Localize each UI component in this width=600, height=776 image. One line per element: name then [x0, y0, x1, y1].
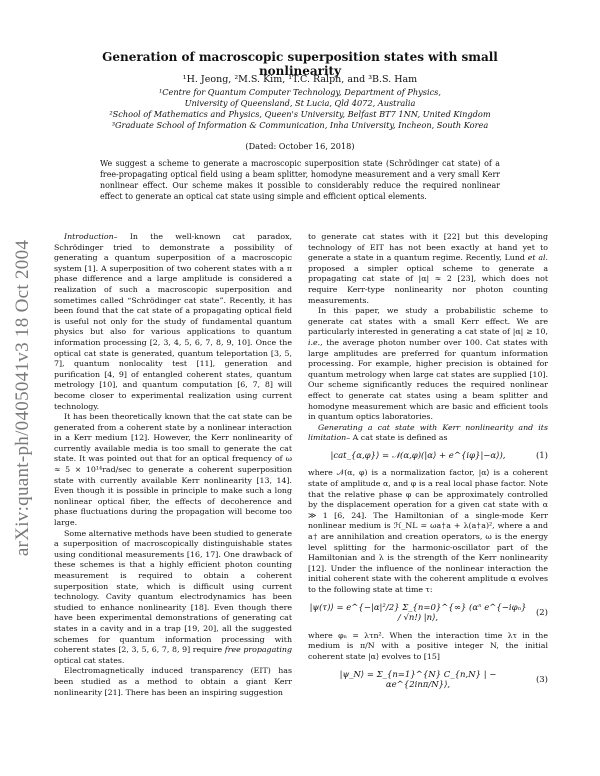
equation-2 [308, 603, 548, 624]
paragraph: Electromagnetically induced transparency (EIT) has been studied as a method to obtain a giant Kerr nonlinearity [21]. There has been an inspiring suggestion [54, 666, 292, 697]
paragraph-text: A cat state is defined as [350, 433, 448, 443]
affiliations [60, 87, 540, 131]
paragraph: where φₙ = λτn². When the interaction time λτ in the medium is π/N with a positive integer N, the initial coherent state |α⟩ evolves to [15] [308, 630, 548, 661]
paragraph: It has been theoretically known that the cat state can be generated from a coherent state by a nonlinear interaction in a Kerr medium [12]. However, the Kerr nonlinearity of currently available media is too small to generate the cat state. It was pointed out that for an optical frequency of ω ≈ 5 × 10¹⁴rad/sec to generate a coherent superposition state with currently available Kerr nonlinearity [13, 14]. Even though it is possible in principle to make such a long nonlinear optical fiber, the effects of decoherence and phase fluctuations during the propagation will become too large. [54, 412, 292, 528]
paragraph [54, 232, 292, 412]
section-lead: Introduction– [64, 232, 118, 241]
section-lead: Generating a cat state with Kerr nonlinearity and its limitation– [308, 422, 548, 443]
paragraph-text: to generate cat states with it [22] but this developing technology of EIT has not been exactly at hand yet to generate a state in a quantum regime. Recently, Lund [308, 232, 548, 263]
equation-expression: |ψ(τ)⟩ = e^{−|α|²/2} Σ_{n=0}^{∞} (αⁿ e^{−iφₙ} / √n!) |n⟩, [309, 602, 527, 624]
affiliation-line: ²School of Mathematics and Physics, Queen's University, Belfast BT7 1NN, United Kingdom [109, 109, 491, 119]
paragraph [308, 423, 548, 444]
equation-expression: |ψ_N⟩ = Σ_{n=1}^{N} C_{n,N} | − αe^{2inπ/N}⟩, [339, 669, 497, 691]
abstract: We suggest a scheme to generate a macroscopic superposition state (Schrödinger cat state) of a free-propagating optical field using a beam splitter, homodyne measurement and a very small Kerr nonlinear effect. Our scheme makes it possible to considerably reduce the required nonlinear effect to generate an optical cat state using simple and efficient optical elements. [100, 159, 500, 201]
paragraph [308, 306, 548, 423]
equation-number: (1) [535, 450, 548, 461]
paragraph-text: In this paper, we study a probabilistic scheme to generate cat states with a small Kerr effect. We are particularly interested in generating a cat state of |α| ≥ 10, [308, 306, 548, 337]
paper-date: (Dated: October 16, 2018) [245, 141, 355, 151]
emphasis: i.e., [308, 337, 323, 347]
paragraph-text: optical cat states. [54, 655, 125, 665]
equation-expression: |cat_{α,φ}⟩ = 𝒩(α,φ)(|α⟩ + e^{iφ}|−α⟩), [330, 450, 506, 461]
equation-1 [308, 451, 548, 462]
equation-number: (3) [535, 674, 548, 685]
paragraph [308, 232, 548, 306]
affiliation-line: ³Graduate School of Information & Communication, Inha University, Incheon, South Korea [111, 120, 489, 130]
paragraph-text: the average photon number over 100. Cat states with large amplitudes are preferred for quantum information processing. For example, higher precision is obtained for quantum metrology when large cat states are supplied [10]. Our scheme significantly reduces the required nonlinear effect to generate cat states using a beam splitter and homodyne measurement which are basic and efficient tools in quantum optics laboratories. [308, 337, 548, 422]
arxiv-id: arXiv:quant-ph/0405041v3 18 Oct 2004 [12, 239, 33, 557]
paragraph-text: proposed a simpler optical scheme to generate a propagating cat state of |α| ≈ 2 [23], which does not require Kerr-type nonlinearity nor photon counting measurements. [308, 263, 548, 305]
paragraph: where 𝒩(α, φ) is a normalization factor, |α⟩ is a coherent state of amplitude α, and φ is a real local phase factor. Note that the relative phase φ can be approximately controlled by the displacement operation for a given cat state with α ≫ 1 [6, 24]. The Hamiltonian of a single-mode Kerr nonlinear medium is ℋ_NL = ωa†a + λ(a†a)², where a and a† are annihilation and creation operators, ω is the energy level splitting for the harmonic-oscillator part of the Hamiltonian and λ is the strength of the Kerr nonlinearity [12]. Under the influence of the nonlinear interaction the initial coherent state with the coherent amplitude α evolves to the following state at time τ: [308, 468, 548, 594]
paragraph-text: In the well-known cat paradox, Schrödinger tried to demonstrate a possibility of generating a quantum superposition of a macroscopic system [1]. A superposition of two coherent states with a π phase difference and a large amplitude is considered a realization of such a macroscopic superposition and sometimes called “Schrödinger cat state”. Recently, it has been found that the cat state of a propagating optical field is useful not only for the study of fundamental quantum physics but also for various applications to quantum information processing [2, 3, 4, 5, 6, 7, 8, 9, 10]. Once the optical cat state is generated, quantum teleportation [3, 5, 7], quantum nonlocality test [11], generation and purification [4, 9] of entangled coherent states, quantum metrology [10], and quantum computation [6, 7, 8] will become closer to experimental realization using current technology. [54, 232, 292, 411]
emphasis: et al. [527, 253, 549, 263]
affiliation-line: ¹Centre for Quantum Computer Technology, Department of Physics, [159, 87, 441, 97]
paper-authors: ¹H. Jeong, ²M.S. Kim, ¹T.C. Ralph, and ³B.S. Ham [182, 74, 418, 85]
paper-title: Generation of macroscopic superposition states with small nonlinearity [102, 50, 498, 78]
arxiv-sidebar-stamp [8, 198, 38, 598]
paragraph [54, 529, 292, 667]
paragraph-text: Some alternative methods have been studied to generate a superposition of macroscopically distinguishable states using conditional measurements [16, 17]. One drawback of these schemes is that a highly efficient photon counting measurement is required to obtain a coherent superposition state, which is difficult using current technology. Cavity quantum electrodynamics has been studied to enhance nonlinearity [18]. Even though there have been experimental demonstrations of generating cat states in a cavity and in a trap [19, 20], all the suggested schemes for quantum information processing with coherent states [2, 3, 5, 6, 7, 8, 9] require [54, 528, 292, 655]
right-column [308, 232, 548, 698]
equation-3 [308, 670, 548, 691]
emphasis: free propagating [224, 645, 292, 655]
affiliation-line: University of Queensland, St Lucia, Qld 4072, Australia [184, 98, 416, 108]
equation-number: (2) [535, 607, 548, 618]
left-column [54, 232, 292, 698]
